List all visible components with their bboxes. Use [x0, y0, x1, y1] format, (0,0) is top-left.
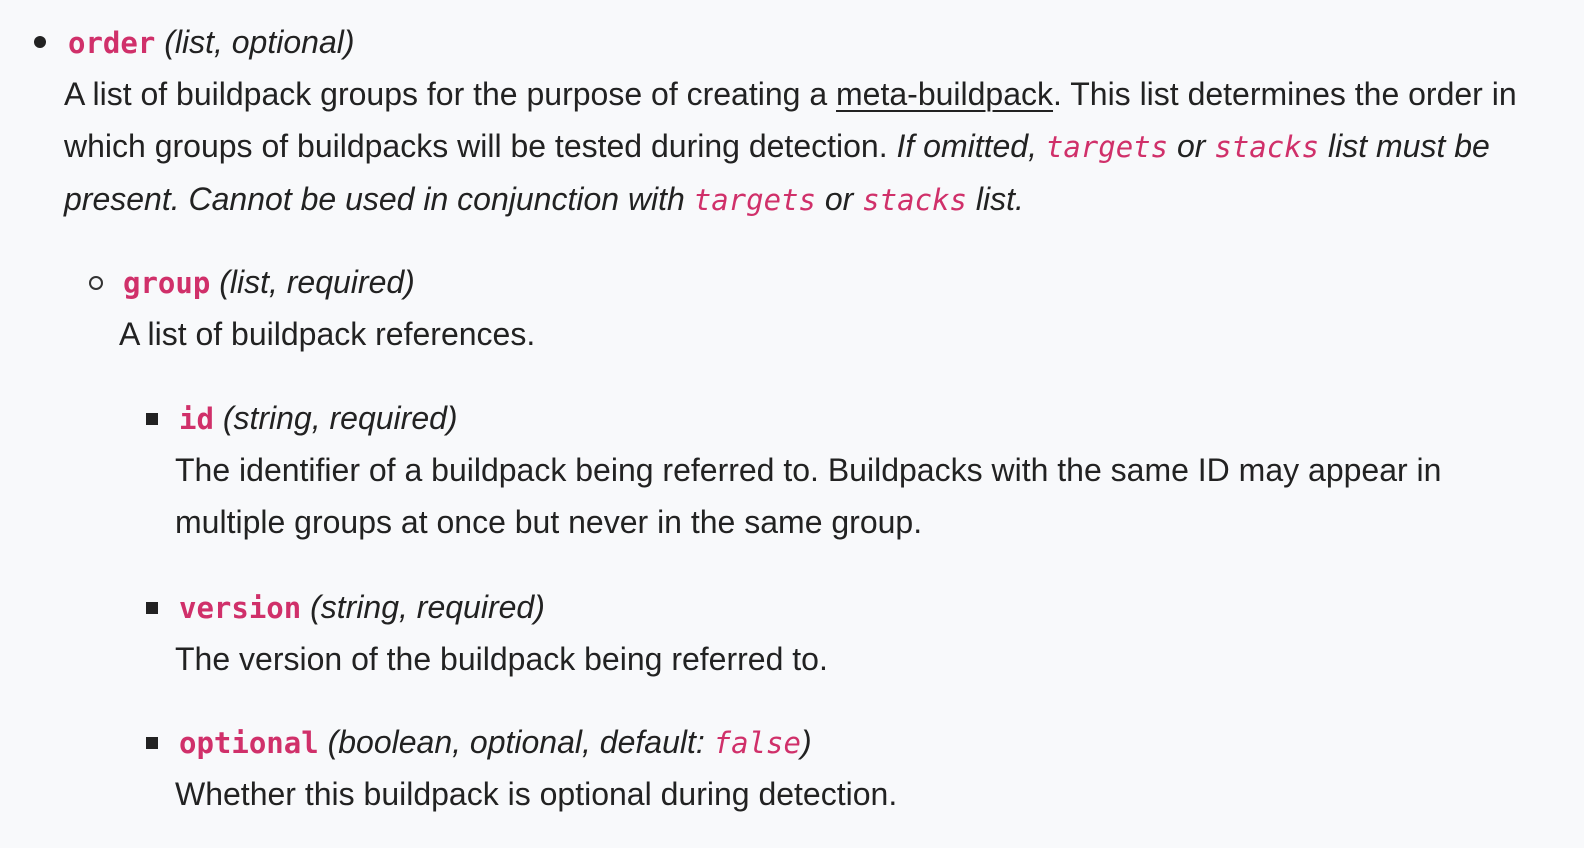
field-name-optional: optional	[179, 726, 319, 760]
field-heading-group	[123, 256, 415, 309]
code-false: false	[713, 726, 801, 760]
description-text: A list of buildpack groups for the purpose of creating a	[64, 76, 837, 112]
code-stacks: stacks	[1214, 130, 1320, 164]
note-text: list.	[966, 181, 1024, 217]
field-type-order: (list, optional)	[164, 24, 355, 60]
note-text: or	[1168, 128, 1215, 164]
code-stacks: stacks	[862, 183, 967, 217]
type-text: )	[800, 724, 812, 760]
note-text: list must be present. Cannot be used in conjunction with	[64, 128, 1490, 217]
field-type-id: (string, required)	[222, 400, 458, 436]
field-description-optional: Whether this buildpack is optional during detection.	[175, 776, 898, 812]
field-description-id	[175, 444, 1441, 548]
note-text: or	[815, 181, 863, 217]
field-type-group: (list, required)	[219, 264, 415, 300]
meta-buildpack-link[interactable]: meta-buildpack	[836, 76, 1054, 112]
description-line: multiple groups at once but never in the same group.	[175, 504, 923, 540]
field-name-id: id	[179, 402, 214, 436]
field-type-optional	[328, 724, 812, 760]
field-name-version: version	[179, 591, 302, 625]
field-description-order	[64, 68, 1554, 226]
field-description-version: The version of the buildpack being referred to.	[175, 641, 828, 677]
field-type-version: (string, required)	[310, 589, 545, 625]
square-bullet-icon	[146, 413, 158, 425]
square-bullet-icon	[146, 602, 158, 614]
circle-bullet-icon	[89, 276, 103, 290]
disc-bullet-icon	[34, 36, 46, 48]
code-targets: targets	[1045, 130, 1169, 164]
field-heading-optional	[179, 716, 812, 769]
field-name-order: order	[68, 26, 156, 60]
field-heading-order	[68, 16, 355, 69]
field-heading-version	[179, 581, 545, 634]
field-description-group: A list of buildpack references.	[119, 316, 536, 352]
note-text: If omitted,	[896, 128, 1046, 164]
description-text: . This list determines the order in which groups of buildpacks will be tested during detection.	[64, 76, 1517, 164]
field-heading-id	[179, 392, 458, 445]
type-text: (boolean, optional, default:	[327, 724, 714, 760]
code-targets: targets	[693, 183, 816, 217]
description-line: The identifier of a buildpack being referred to. Buildpacks with the same ID may appear in	[175, 452, 1442, 488]
square-bullet-icon	[146, 737, 158, 749]
field-name-group: group	[123, 266, 211, 300]
